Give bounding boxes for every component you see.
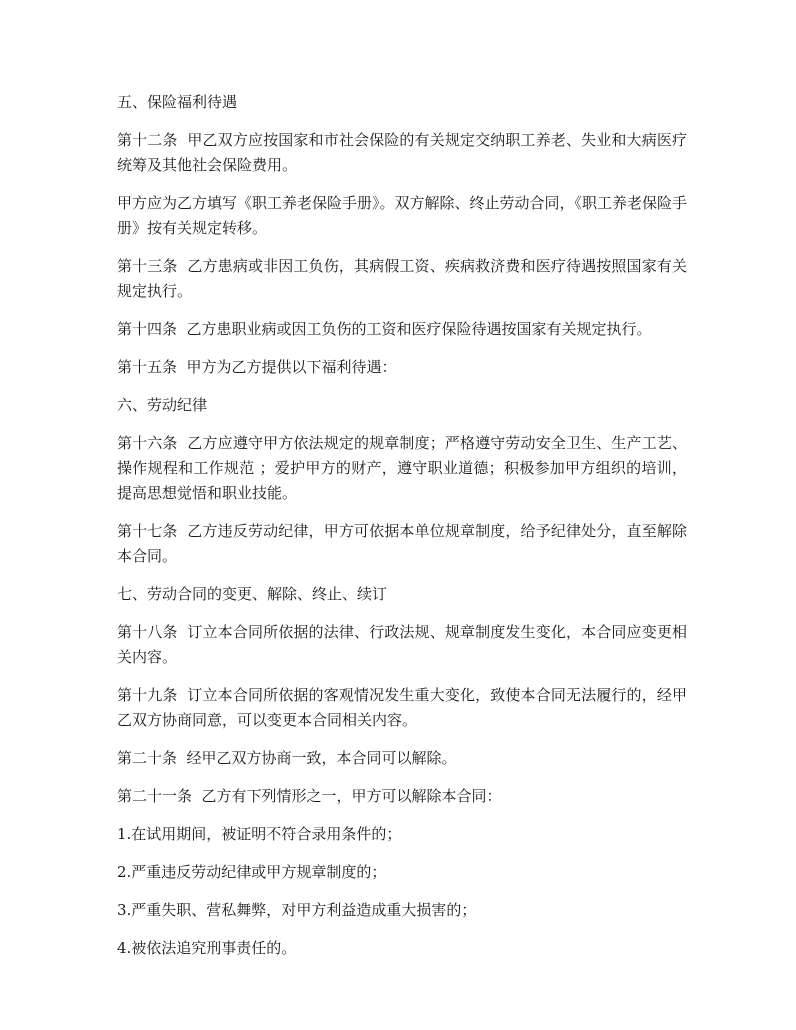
article-20: 第二十条 经甲乙双方协商一致，本合同可以解除。	[117, 749, 457, 767]
section-heading-discipline: 六、劳动纪律	[117, 396, 208, 414]
document-body	[117, 90, 687, 974]
paragraph-pension-handbook: 甲方应为乙方填写《职工养老保险手册》。双方解除、终止劳动合同，《职工养老保险手册》按有关规定转移。	[117, 194, 688, 237]
article-14: 第十四条 乙方患职业病或因工负伤的工资和医疗保险待遇按国家有关规定执行。	[117, 320, 652, 338]
article-18: 第十八条 订立本合同所依据的法律、行政法规、规章制度发生变化，本合同应变更相关内容。	[117, 623, 687, 666]
list-item-3: 3.严重失职、营私舞弊，对甲方利益造成重大损害的；	[117, 901, 477, 919]
article-12: 第十二条 甲乙双方应按国家和市社会保险的有关规定交纳职工养老、失业和大病医疗统筹及其他社会保险费用。	[117, 131, 687, 174]
list-item-4: 4.被依法追究刑事责任的。	[117, 939, 297, 957]
section-heading-insurance: 五、保险福利待遇	[117, 93, 238, 111]
list-item-1: 1.在试用期间，被证明不符合录用条件的；	[117, 825, 402, 843]
article-15: 第十五条 甲方为乙方提供以下福利待遇：	[117, 358, 397, 376]
list-item-2: 2.严重违反劳动纪律或甲方规章制度的；	[117, 863, 387, 881]
section-heading-contract-changes: 七、劳动合同的变更、解除、终止、续订	[117, 585, 388, 603]
article-16: 第十六条 乙方应遵守甲方依法规定的规章制度；严格遵守劳动安全卫生、生产工艺、操作规程和工作规范 ；爱护甲方的财产，遵守职业道德；积极参加甲方组织的培训，提高思想觉悟和职业技能。	[117, 434, 687, 502]
article-19: 第十九条 订立本合同所依据的客观情况发生重大变化，致使本合同无法履行的，经甲乙双方协商同意，可以变更本合同相关内容。	[117, 686, 687, 729]
article-21: 第二十一条 乙方有下列情形之一，甲方可以解除本合同：	[117, 787, 502, 805]
article-17: 第十七条 乙方违反劳动纪律，甲方可依据本单位规章制度，给予纪律处分，直至解除本合同。	[117, 522, 687, 565]
article-13: 第十三条 乙方患病或非因工负伤，其病假工资、疾病救济费和医疗待遇按照国家有关规定执行。	[117, 257, 687, 300]
